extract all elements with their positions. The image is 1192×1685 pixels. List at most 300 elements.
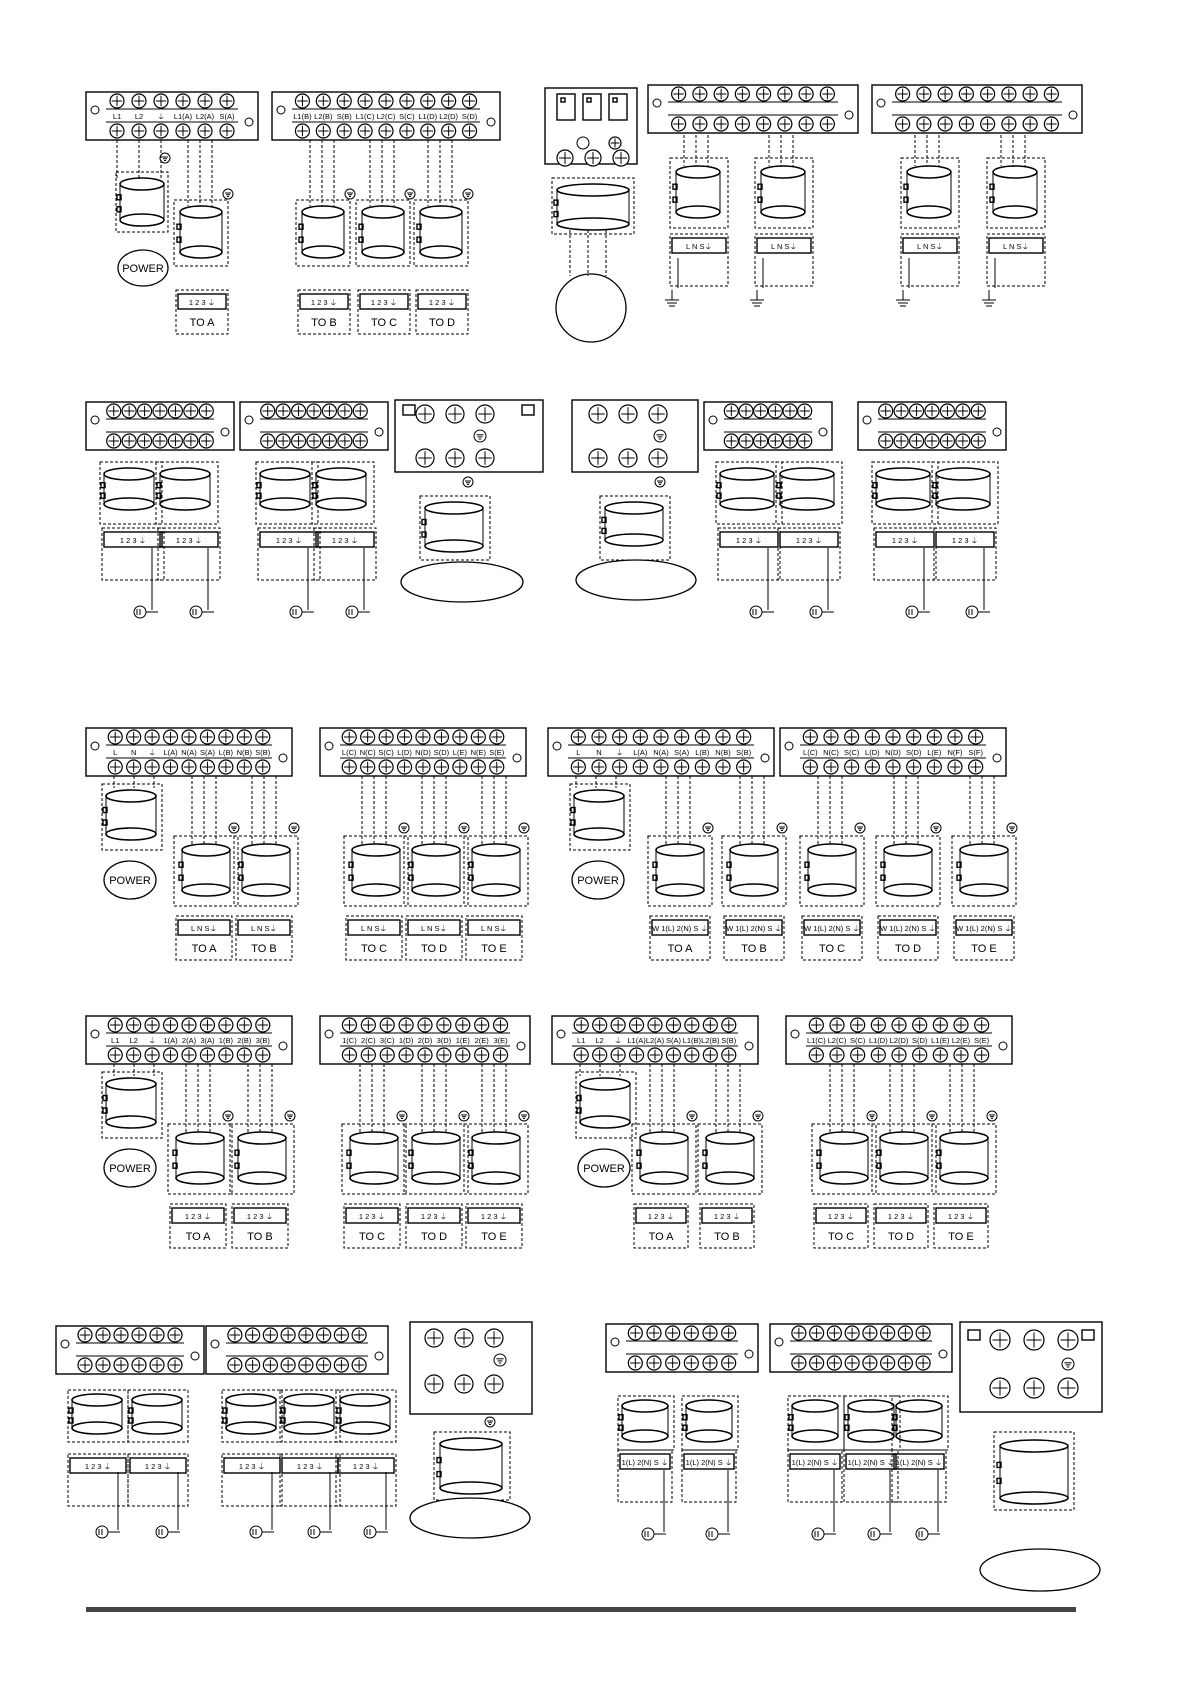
terminal-label: S(B) (255, 748, 271, 757)
mount-hole (91, 742, 99, 750)
terminal-label: L2(D) (439, 112, 459, 121)
cable-cylinder (72, 1394, 122, 1406)
cable-clip (703, 1150, 707, 1155)
ground-icon (399, 823, 409, 833)
terminal-label: S(A) (665, 1036, 681, 1045)
indoor-terminal-label: L N S⏚ (917, 242, 943, 251)
indoor-terminal-label: 1 2 3 ⏚ (188, 298, 216, 307)
cable-clip (179, 862, 183, 867)
ground-icon (474, 430, 486, 442)
cable-cylinder (820, 1132, 868, 1144)
cable-clip (873, 483, 877, 488)
terminal-label: L(D) (865, 748, 880, 757)
mount-hole (819, 428, 827, 436)
cable-cylinder (106, 1078, 156, 1090)
destination-label: TO D (420, 1231, 448, 1243)
cable-cylinder-bottom (302, 246, 344, 258)
cable-cylinder (412, 1132, 460, 1144)
terminal-label: L1(B) (682, 1036, 702, 1045)
indoor-terminal-label: W 1(L) 2(N) S ⏚ (880, 924, 936, 933)
indoor-terminal-label: W 1(L) 2(N) S ⏚ (804, 924, 860, 933)
indoor-terminal-label: 1 2 3 ⏚ (144, 1462, 172, 1471)
ground-icon (655, 477, 665, 487)
ground-icon (397, 1111, 407, 1121)
cable-clip (349, 875, 353, 880)
cable-cylinder-bottom (352, 884, 400, 896)
terminal-label: L(C) (803, 748, 818, 757)
cable-cylinder-bottom (120, 214, 164, 226)
cable-cylinder-bottom (720, 498, 774, 510)
terminal-label: ⏚ (615, 748, 624, 757)
ground-icon (289, 823, 299, 833)
cable-clip (845, 1415, 849, 1420)
cable-cylinder-bottom (622, 1430, 668, 1442)
terminal-label: N(D) (885, 748, 901, 757)
destination-label: TO D (428, 317, 456, 329)
terminal-label: L1 (112, 112, 122, 121)
ground-icon (459, 823, 469, 833)
power-supply-oval (576, 560, 696, 600)
cable-cylinder-bottom (960, 884, 1008, 896)
cable-cylinder-bottom (808, 884, 856, 896)
cable-clip (313, 483, 317, 488)
indoor-terminal-label: 1(L) 2(N) S ⏚ (895, 1458, 943, 1467)
terminal-label: L (113, 748, 118, 757)
cable-clip (937, 1163, 941, 1168)
terminal-label: L2(B) (701, 1036, 720, 1045)
cable-clip (777, 483, 781, 488)
mount-hole (745, 1042, 753, 1050)
destination-label: TO B (714, 1231, 740, 1243)
indoor-terminal-label: 1 2 3 ⏚ (795, 536, 823, 545)
cable-cylinder (907, 166, 951, 178)
cable-clip (173, 1150, 177, 1155)
terminal-label: S(C) (399, 112, 415, 121)
cable-clip (409, 875, 413, 880)
cable-clip (69, 1418, 73, 1423)
terminal-label: L1(A) (173, 112, 193, 121)
destination-label: TO C (358, 1231, 386, 1243)
cable-cylinder-bottom (425, 540, 483, 552)
indoor-terminal-label: 1(L) 2(N) S ⏚ (621, 1458, 669, 1467)
cable-cylinder (574, 790, 624, 802)
terminal-label: ⏚ (157, 112, 165, 121)
cable-cylinder-bottom (936, 498, 990, 510)
cable-clip (602, 517, 606, 522)
cable-cylinder (160, 468, 210, 480)
cable-cylinder (686, 1400, 732, 1412)
mount-hole (279, 754, 287, 762)
cable-clip (359, 224, 363, 229)
cable-cylinder-bottom (792, 1430, 838, 1442)
terminal-label: L2(C) (827, 1036, 847, 1045)
cable-cylinder (960, 844, 1008, 856)
cable-cylinder-bottom (605, 534, 663, 546)
ground-icon (777, 823, 787, 833)
terminal-label: ⏚ (148, 1036, 156, 1045)
ground-icon (463, 189, 473, 199)
cable-clip (571, 820, 575, 825)
cable-clip (554, 200, 558, 205)
cable-cylinder (792, 1400, 838, 1412)
cable-clip (877, 1163, 881, 1168)
cable-cylinder-bottom (706, 1172, 754, 1184)
cable-cylinder-bottom (104, 498, 154, 510)
terminal-label: L1 (111, 1036, 120, 1045)
cable-cylinder (238, 1132, 286, 1144)
cable-cylinder (557, 184, 629, 196)
terminal-label: S(C) (378, 748, 394, 757)
mount-hole (557, 1030, 565, 1038)
terminal-label: N(B) (236, 748, 253, 757)
terminal-label: 2(D) (417, 1036, 433, 1045)
cable-cylinder-bottom (106, 1116, 156, 1128)
cable-clip (173, 1163, 177, 1168)
cable-clip (417, 224, 421, 229)
cable-clip (577, 1108, 581, 1113)
cable-cylinder (242, 844, 290, 856)
terminal-label: L2 (595, 1036, 604, 1045)
terminal-label: S(D) (905, 748, 922, 757)
destination-label: TO B (311, 317, 337, 329)
cable-clip (673, 197, 677, 202)
power-supply-oval (410, 1498, 530, 1538)
ground-icon (931, 823, 941, 833)
terminal-label: N (130, 748, 137, 757)
ground-icon (687, 1111, 697, 1121)
terminal-label: L2(E) (951, 1036, 971, 1045)
cable-clip (281, 1418, 285, 1423)
cable-clip (223, 1418, 227, 1423)
terminal-label: 1(B) (218, 1036, 233, 1045)
cable-clip (347, 1163, 351, 1168)
terminal-label: N(D) (415, 748, 431, 757)
ground-icon (285, 1111, 295, 1121)
terminal-label: 3(E) (493, 1036, 508, 1045)
terminal-label: ⏚ (148, 748, 156, 757)
cable-clip (129, 1418, 133, 1423)
indoor-terminal-label: 1 2 3 ⏚ (647, 1212, 675, 1221)
cable-cylinder (176, 1132, 224, 1144)
cable-clip (117, 207, 121, 212)
indoor-terminal-label: 1 2 3 ⏚ (175, 536, 203, 545)
mount-hole (91, 416, 99, 424)
page-bottom-rule (86, 1607, 1076, 1612)
indoor-terminal-label: L N S⏚ (421, 924, 447, 933)
cable-clip (990, 197, 994, 202)
mount-hole (553, 742, 561, 750)
cable-cylinder (284, 1394, 334, 1406)
cable-cylinder (260, 468, 310, 480)
cable-clip (235, 1163, 239, 1168)
terminal-label: N(B) (715, 748, 731, 757)
cable-cylinder-bottom (72, 1422, 122, 1434)
terminal-label: S(B) (721, 1036, 737, 1045)
power-supply-oval (980, 1549, 1100, 1591)
terminal-label: S(D) (461, 112, 478, 121)
cable-clip (469, 1150, 473, 1155)
cable-clip (223, 1408, 227, 1413)
cable-clip (347, 1150, 351, 1155)
cable-clip (957, 862, 961, 867)
terminal-label: S(E) (489, 748, 505, 757)
destination-label: TO E (948, 1231, 974, 1243)
cable-clip (103, 820, 107, 825)
cable-clip (417, 237, 421, 242)
ground-icon (345, 189, 355, 199)
cable-clip (717, 493, 721, 498)
breaker-latch (403, 405, 415, 415)
power-label: POWER (109, 875, 151, 887)
cable-cylinder (425, 502, 483, 514)
terminal-label: 3(A) (200, 1036, 215, 1045)
mount-hole (487, 118, 495, 126)
terminal-label: L2(C) (376, 112, 396, 121)
ground-icon (867, 1111, 877, 1121)
cable-clip (845, 1425, 849, 1430)
mount-hole (91, 1030, 99, 1038)
destination-label: TO B (247, 1231, 273, 1243)
indoor-terminal-label: L N S⏚ (1003, 242, 1029, 251)
cable-cylinder-bottom (176, 1172, 224, 1184)
indoor-terminal-label: 1 2 3 ⏚ (84, 1462, 112, 1471)
cable-clip (103, 1108, 107, 1113)
terminal-label: 2(A) (181, 1036, 197, 1045)
terminal-label: 3(B) (255, 1036, 270, 1045)
indoor-terminal-label: L N S⏚ (686, 242, 712, 251)
cable-cylinder-bottom (242, 884, 290, 896)
cable-clip (129, 1408, 133, 1413)
cable-cylinder-bottom (340, 1422, 390, 1434)
destination-label: TO C (818, 943, 846, 955)
cable-clip (881, 875, 885, 880)
indoor-terminal-label: 1 2 3 ⏚ (887, 1212, 915, 1221)
cable-cylinder (993, 166, 1037, 178)
indoor-terminal-label: 1 2 3 ⏚ (246, 1212, 274, 1221)
cable-clip (873, 493, 877, 498)
mount-hole (877, 99, 885, 107)
cable-cylinder (936, 468, 990, 480)
cable-cylinder-bottom (907, 206, 951, 218)
indoor-terminal-label: L N S⏚ (191, 924, 217, 933)
terminal-label: S(D) (911, 1036, 928, 1045)
mount-hole (999, 1042, 1007, 1050)
destination-label: TO B (251, 943, 277, 955)
terminal-label: L2 (134, 112, 144, 121)
cable-cylinder (104, 468, 154, 480)
breaker-latch (968, 1330, 980, 1340)
cable-clip (469, 875, 473, 880)
terminal-label: L1(D) (868, 1036, 888, 1045)
cable-clip (117, 195, 121, 200)
ground-icon (927, 1111, 937, 1121)
cable-cylinder (706, 1132, 754, 1144)
terminal-label: L1(C) (806, 1036, 826, 1045)
cable-cylinder (940, 1132, 988, 1144)
cable-clip (299, 224, 303, 229)
cable-clip (469, 862, 473, 867)
terminal-label: L(A) (163, 748, 178, 757)
cable-clip (299, 237, 303, 242)
destination-label: TO A (189, 317, 215, 329)
mount-hole (761, 754, 769, 762)
destination-label: TO D (420, 943, 448, 955)
cable-cylinder-bottom (412, 884, 460, 896)
mount-hole (91, 106, 99, 114)
cable-clip (893, 1425, 897, 1430)
terminal-label: S(A) (674, 748, 690, 757)
terminal-label: L2(D) (889, 1036, 909, 1045)
ground-icon (229, 823, 239, 833)
cable-cylinder (340, 1394, 390, 1406)
cable-cylinder (350, 1132, 398, 1144)
cable-cylinder-bottom (362, 246, 404, 258)
destination-label: TO C (370, 317, 398, 329)
indoor-terminal-label: 1(L) 2(N) S ⏚ (847, 1458, 895, 1467)
cable-clip (359, 237, 363, 242)
indoor-terminal-label: 1 2 3 ⏚ (891, 536, 919, 545)
breaker-switch (609, 94, 627, 120)
mount-hole (785, 742, 793, 750)
cable-clip (683, 1415, 687, 1420)
cable-clip (817, 1150, 821, 1155)
cable-cylinder (780, 468, 834, 480)
terminal-label: L(E) (452, 748, 467, 757)
ground-icon (753, 1111, 763, 1121)
indoor-terminal-label: 1 2 3 ⏚ (827, 1212, 855, 1221)
cable-cylinder-bottom (260, 498, 310, 510)
terminal-label: L2(A) (195, 112, 215, 121)
cable-cylinder-bottom (848, 1430, 894, 1442)
indoor-terminal-label: 1 2 3 ⏚ (119, 536, 147, 545)
cable-cylinder-bottom (106, 828, 156, 840)
mount-hole (653, 99, 661, 107)
cable-cylinder-bottom (316, 498, 366, 510)
cable-cylinder-bottom (472, 884, 520, 896)
cable-clip (727, 875, 731, 880)
cable-clip (281, 1408, 285, 1413)
cable-clip (957, 875, 961, 880)
cable-cylinder-bottom (820, 1172, 868, 1184)
terminal-label: S(F) (968, 748, 983, 757)
indoor-terminal-label: 1(L) 2(N) S ⏚ (791, 1458, 839, 1467)
cable-cylinder (132, 1394, 182, 1406)
cable-clip (637, 1150, 641, 1155)
indoor-terminal-label: 1 2 3 ⏚ (358, 1212, 386, 1221)
cable-clip (758, 184, 762, 189)
cable-cylinder-bottom (896, 1430, 942, 1442)
terminal-label: S(D) (433, 748, 450, 757)
cable-clip (619, 1415, 623, 1420)
cable-cylinder (876, 468, 930, 480)
terminal-label: S(C) (849, 1036, 866, 1045)
cable-cylinder-bottom (761, 206, 805, 218)
terminal-label: N(A) (181, 748, 197, 757)
indoor-terminal-label: 1 2 3 ⏚ (947, 1212, 975, 1221)
mount-hole (245, 416, 253, 424)
cable-clip (179, 875, 183, 880)
cable-clip (717, 483, 721, 488)
terminal-label: ⏚ (614, 1036, 622, 1045)
cable-cylinder (605, 502, 663, 514)
power-label: POWER (109, 1163, 151, 1175)
cable-clip (904, 197, 908, 202)
destination-label: TO C (827, 1231, 855, 1243)
cable-clip (103, 808, 107, 813)
cable-cylinder-bottom (182, 884, 230, 896)
cable-clip (257, 483, 261, 488)
cable-clip (637, 1163, 641, 1168)
power-supply-oval (401, 562, 523, 602)
indoor-terminal-label: 1 2 3 ⏚ (480, 1212, 508, 1221)
power-label: POWER (122, 263, 164, 275)
terminal-label: L1(B) (293, 112, 312, 121)
mount-hole (611, 1338, 619, 1346)
cable-clip (235, 1150, 239, 1155)
cable-clip (239, 875, 243, 880)
cable-cylinder (622, 1400, 668, 1412)
terminal-label: L (576, 748, 581, 757)
mount-hole (211, 1340, 219, 1348)
terminal-label: L(B) (695, 748, 710, 757)
cable-clip (577, 1096, 581, 1101)
cable-cylinder-bottom (940, 1172, 988, 1184)
terminal-label: L(D) (397, 748, 412, 757)
cable-cylinder-bottom (284, 1422, 334, 1434)
destination-label: TO A (185, 1231, 211, 1243)
indoor-terminal-label: 1 2 3 ⏚ (352, 1462, 380, 1471)
cable-cylinder (676, 166, 720, 178)
indoor-terminal-label: W 1(L) 2(N) S ⏚ (652, 924, 708, 933)
indoor-terminal-label: L N S⏚ (361, 924, 387, 933)
terminal-label: 3(C) (379, 1036, 395, 1045)
terminal-label: N(C) (359, 748, 376, 757)
cable-cylinder (120, 178, 164, 190)
cable-cylinder (106, 790, 156, 802)
terminal-label: 1(A) (163, 1036, 178, 1045)
terminal-label: L2(A) (645, 1036, 665, 1045)
cable-cylinder (362, 206, 404, 218)
mount-hole (745, 1350, 753, 1358)
cable-cylinder (808, 844, 856, 856)
cable-clip (817, 1163, 821, 1168)
cable-cylinder (226, 1394, 276, 1406)
mount-hole (375, 428, 383, 436)
terminal-label: 1(C) (342, 1036, 357, 1045)
indoor-terminal-label: L N S⏚ (771, 242, 797, 251)
cable-cylinder (440, 1438, 502, 1450)
destination-label: TO A (667, 943, 693, 955)
indoor-terminal-label: 1 2 3 ⏚ (370, 298, 398, 307)
indoor-terminal-label: 1 2 3 ⏚ (184, 1212, 212, 1221)
mount-hole (325, 1030, 333, 1038)
mount-hole (517, 1042, 525, 1050)
destination-label: TO D (887, 1231, 915, 1243)
ground-icon (459, 1111, 469, 1121)
terminal-label: L2(B) (314, 112, 333, 121)
ground-icon (855, 823, 865, 833)
terminal-label: S(A) (199, 748, 215, 757)
cable-clip (337, 1408, 341, 1413)
cable-cylinder-bottom (226, 1422, 276, 1434)
ground-icon (519, 823, 529, 833)
cable-cylinder-bottom (180, 246, 222, 258)
cable-clip (805, 875, 809, 880)
destination-label: TO E (481, 1231, 507, 1243)
mount-hole (277, 106, 285, 114)
ground-icon (1007, 823, 1017, 833)
terminal-label: S(E) (974, 1036, 990, 1045)
